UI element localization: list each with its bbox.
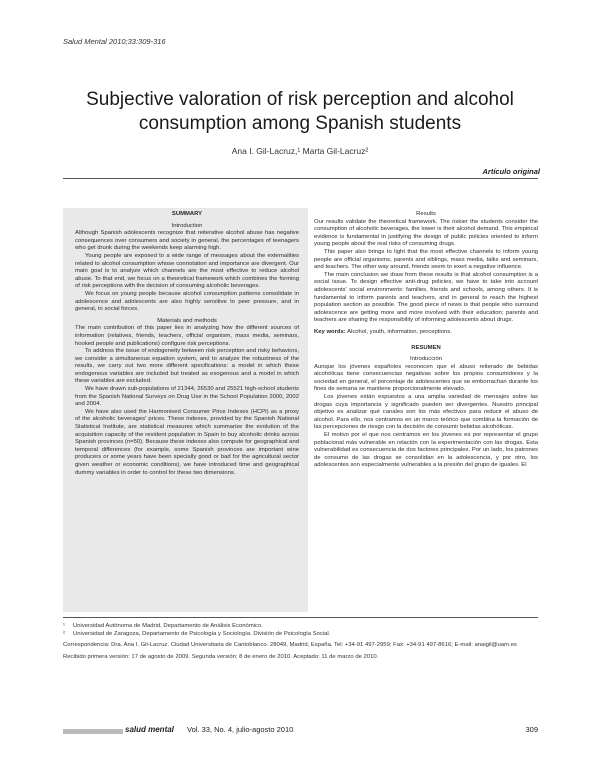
results-heading: Results — [416, 211, 436, 217]
journal-reference: Salud Mental 2010;33:309-316 — [63, 37, 166, 46]
affiliation-footnote — [63, 623, 538, 631]
summary-heading: SUMMARY — [171, 211, 203, 217]
journal-brand: salud mental — [125, 725, 174, 734]
volume-info: Vol. 33, No. 4, julio-agosto 2010 — [187, 725, 294, 734]
header-divider — [63, 178, 538, 179]
footnote-mark: ² — [63, 630, 65, 637]
summary-paragraph: We have also used the Harmonised Consumer Price Indexes (HCPI) as a proxy of the alcoholic beverages' prices. These indexes, provided by the Spanish National Statistical Institute, are statistical measures which summarize the evolution of the acquisition capacity of the resident population in Spain to buy alcoholic drinks across Spanish provinces (n=50). Because these indexes also compute for geographical and temporal differences (for example, some Spanish provinces are important wine producers or some years have been specially good or bad for the agricultural sector given weather or economic conditions), we have introduced time and geographical dummy variables in order to control for these two dimensions. — [75, 408, 299, 476]
summary-paragraph: Although Spanish adolescents recognize that reiterative alcohol abuse has negative consequences over consumers and society in general, the percentages of teenagers who get drunk during the weekends keep alarming high. — [75, 230, 299, 252]
title-line-1: Subjective valoration of risk perception and alcohol — [86, 89, 514, 110]
resumen-paragraph: El motivo por el que nos centramos en los jóvenes es por representar el grupo poblacional más vulnerable en relación con la experimentación con las drogas. Esta vulnerabilidad es consecuencia de dos factores principales. Por un lado, los patrones de consumo de las drogas se consolidan en la adolescencia, y por otro, los adolescentes son especialmente vulnerables a la presión del grupo de iguales. El — [314, 432, 538, 469]
summary-paragraph: This paper also brings to light that the most effective channels to inform young people are official organisms, parents and siblings, mass media, talks and seminars, and teachers. The other way around, friends seem to exert a negative influence. — [314, 248, 538, 271]
affiliation-footnote — [63, 631, 538, 639]
authors: Ana I. Gil-Lacruz,¹ Marta Gil-Lacruz² — [231, 146, 369, 156]
summary-paragraph: The main contribution of this paper lies in analyzing how the different sources of information (relatives, friends, teachers, official organism, mass media, seminars, hooked people and publications) configure risk perceptions. — [75, 325, 299, 347]
footnote-mark: ¹ — [63, 623, 65, 629]
summary-paragraph: The main conclusion we draw from these results is that alcohol consumption is a social issue. To design effective anti-drug policies, we have to take into account adolescents' social environments: families, friends and schools, among others. It is fundamental to inform parents and teachers, and in general to reach the highest population section as possible. The good piece of news is that people who surround adolescence are getting more and more involved with their education; parents and teachers are sharing the responsibility of informing adolescents about drugs. — [314, 271, 538, 324]
title-line-2: consumption among Spanish students — [138, 113, 462, 134]
footnotes — [63, 623, 538, 661]
keywords-label: Key words: — [314, 328, 346, 335]
introduccion-heading: Introducción — [409, 356, 443, 363]
article-title — [60, 88, 540, 136]
summary-paragraph: Our results validate the theoretical framework. The riskier the students consider the consumption of alcoholic beverages, the lower is their alcohol demand. This empirical evidence is fundamental in justifying the design of public policies oriented to inform young people about the real risks of consuming drugs. — [314, 218, 538, 248]
summary-paragraph: We focus on young people because alcohol consumption patterns consolidate in adolescence and adolescents are also highly sensitive to peer pressure, and in general, to social forces. — [75, 290, 299, 313]
resumen-paragraph: Los jóvenes están expuestos a una amplia variedad de mensajes sobre las drogas cuya importancia y significado pueden ser divergentes. Nuestro principal objetivo es analizar qué canales son los más efectivos para reducir el abuso de alcohol. Para ello, nos centramos en un marco teórico que combina la formación de las percepciones de riesgo con la decisión de consumir bebidas alcohólicas. — [314, 394, 538, 431]
page-footer — [63, 724, 538, 738]
footnote-text: Universidad de Zaragoza, Departamento de Psicología y Sociología. División de Psicología Social. — [73, 630, 331, 637]
summary-right-column — [314, 211, 538, 470]
introduction-heading: Introduction — [171, 222, 203, 229]
received-dates: Recibido primera versión: 17 de agosto de 2009. Segunda versión: 8 de enero de 2010. Aceptado: 11 de marzo de 2010. — [63, 653, 379, 660]
article-type: Artículo original — [482, 167, 540, 176]
summary-paragraph: To address the issue of endogeneity between risk perception and risky behaviors, we consider a simultaneous equation system, and to analyze the robustness of the results, we carry out two more different specifications: a model in which these endogenous variables are included but treated as exogenous and a model in which these variables are excluded. — [75, 348, 299, 385]
page-number: 309 — [525, 725, 538, 734]
summary-paragraph: We have drawn sub-populations of 21344, 26530 and 25521 high-school students from the Spanish National Surveys on Drug Use in the School Population 2000, 2002 and 2004. — [75, 386, 299, 408]
footer-bar — [63, 729, 123, 734]
keywords — [314, 329, 538, 337]
keywords-text: Alcohol, youth, information, perceptions. — [347, 328, 452, 335]
footnote-divider — [63, 617, 538, 618]
resumen-heading: RESUMEN — [411, 344, 441, 351]
correspondence: Correspondencia: Dra. Ana I. Gil-Lacruz. Ciudad Universitaria de Cantoblanco. 28049, Madrid, España. Tel: +34-91 497-2959; Fax: +34-91 497-8616; E-mail: anaigil@uam.es — [63, 642, 517, 649]
footnote-text: Universidad Autónoma de Madrid, Departamento de Análisis Económico. — [73, 623, 263, 629]
summary-paragraph: Young people are exposed to a wide range of messages about the externalities related to alcohol consumption whose connotation and importance are divergent. Our main goal is to analyze which channels are the most effective to reduce alcohol abuse. To that end, we focus on a theoretical framework which combines the forming of risk perceptions with the decision of consuming alcoholic beverages. — [75, 252, 299, 290]
summary-left-column — [75, 211, 299, 477]
methods-heading: Materials and methods — [157, 317, 217, 324]
resumen-paragraph: Aunque los jóvenes españoles reconocen que el abuso reiterado de bebidas alcohólicas tiene consecuencias negativas sobre los propios consumidores y la sociedad en general, el porcentaje de adolescentes que se emborrachan durante los fines de semana se mantiene proporcionalmente elevado. — [314, 363, 538, 393]
